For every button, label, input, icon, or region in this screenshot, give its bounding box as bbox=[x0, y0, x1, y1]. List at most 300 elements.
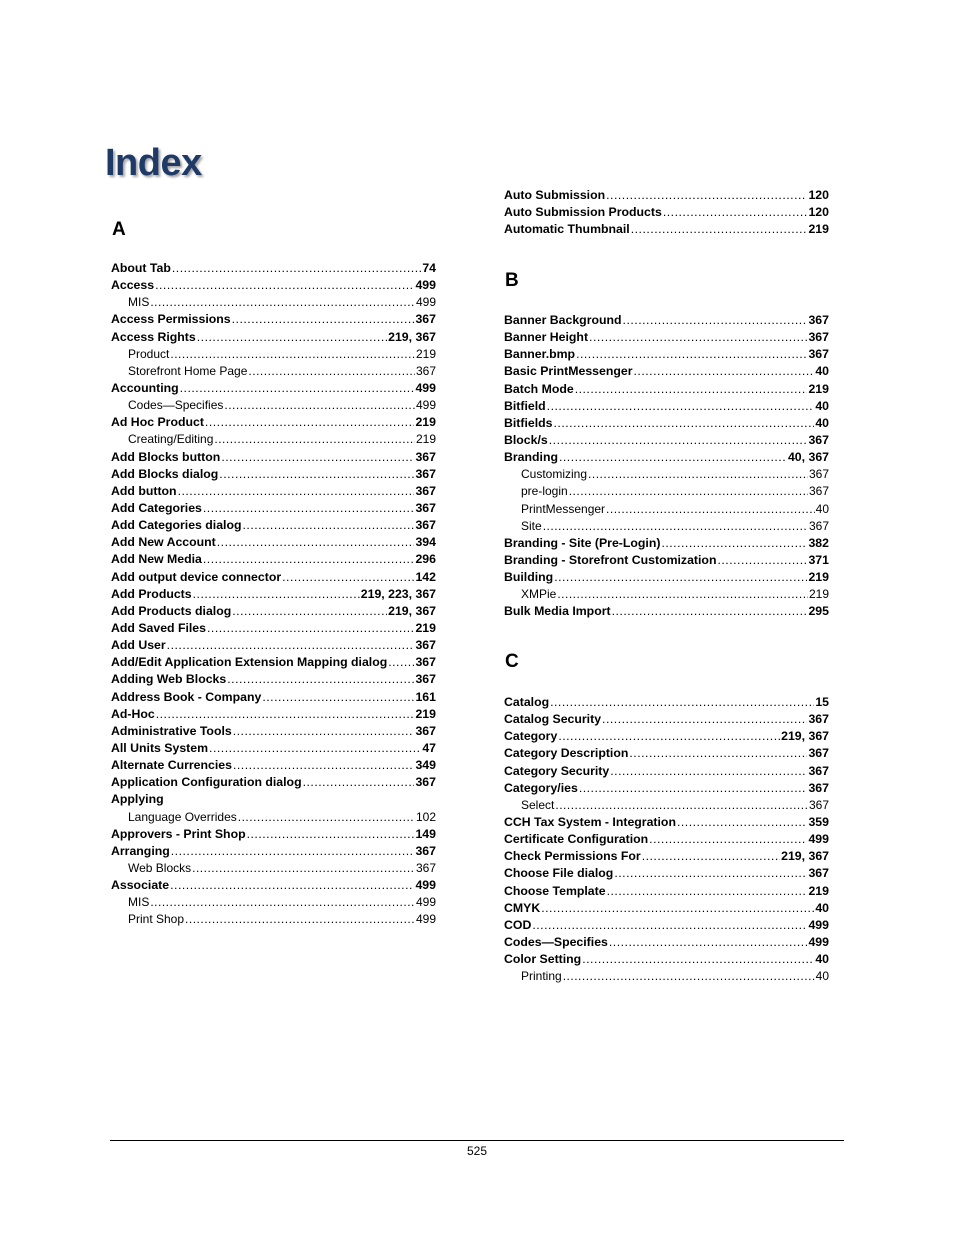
dot-leader bbox=[558, 728, 780, 745]
dot-leader bbox=[248, 363, 415, 380]
index-entry bbox=[504, 865, 829, 882]
entry-pages: 40 bbox=[815, 952, 829, 967]
dot-leader bbox=[549, 432, 808, 449]
dot-leader bbox=[193, 586, 360, 603]
entry-pages: 367 bbox=[808, 313, 829, 327]
entry-pages: 499 bbox=[415, 278, 436, 293]
entry-term: Certificate Configuration bbox=[504, 832, 649, 847]
entry-term: Add Categories bbox=[111, 500, 202, 515]
entry-term: Bulk Media Import bbox=[504, 604, 611, 619]
entry-pages: 219, 367 bbox=[388, 603, 436, 618]
index-subentry bbox=[504, 501, 829, 518]
entry-term: PrintMessenger bbox=[521, 501, 606, 516]
index-entry bbox=[111, 551, 436, 568]
entry-pages: 15 bbox=[815, 695, 829, 709]
entry-pages: 219, 367 bbox=[388, 329, 436, 344]
dot-leader bbox=[172, 260, 421, 277]
entry-term: Category bbox=[504, 729, 558, 744]
index-entry bbox=[111, 757, 436, 774]
index-entry bbox=[111, 620, 436, 637]
index-subentry bbox=[111, 346, 436, 363]
index-entry bbox=[111, 586, 436, 603]
entry-pages: 120 bbox=[808, 205, 829, 220]
index-entry bbox=[111, 826, 436, 843]
entry-pages: 367 bbox=[415, 363, 436, 378]
dot-leader bbox=[563, 968, 815, 985]
entry-pages: 161 bbox=[415, 689, 436, 704]
index-entry bbox=[111, 706, 436, 723]
entry-term: pre-login bbox=[521, 484, 568, 499]
index-entry bbox=[111, 774, 436, 791]
entry-term: Administrative Tools bbox=[111, 723, 232, 738]
entry-term: Add Blocks dialog bbox=[111, 466, 219, 481]
index-entry bbox=[111, 877, 436, 894]
index-section-c bbox=[504, 694, 829, 985]
dot-leader bbox=[232, 603, 387, 620]
index-entry bbox=[504, 569, 829, 586]
page-number: 525 bbox=[466, 1144, 488, 1158]
entry-pages: 219 bbox=[415, 346, 436, 361]
index-entry bbox=[504, 535, 829, 552]
entry-pages: 367 bbox=[415, 843, 436, 858]
entry-pages: 367 bbox=[808, 763, 829, 778]
entry-pages: 499 bbox=[415, 398, 436, 413]
dot-leader bbox=[171, 843, 415, 860]
entry-pages: 499 bbox=[808, 917, 829, 932]
entry-pages: 219 bbox=[808, 222, 829, 237]
dot-leader bbox=[642, 848, 780, 865]
index-entry bbox=[111, 569, 436, 586]
dot-leader bbox=[214, 431, 415, 448]
entry-pages: 40, 367 bbox=[787, 450, 829, 465]
entry-term: XMPie bbox=[521, 587, 557, 602]
dot-leader bbox=[550, 694, 814, 711]
entry-pages: 367 bbox=[808, 347, 829, 362]
dot-leader bbox=[547, 398, 815, 415]
index-entry bbox=[504, 398, 829, 415]
entry-pages: 219 bbox=[808, 883, 829, 898]
dot-leader bbox=[303, 774, 415, 791]
entry-term: Automatic Thumbnail bbox=[504, 222, 630, 237]
entry-term: Accounting bbox=[111, 380, 179, 395]
dot-leader bbox=[554, 415, 815, 432]
entry-term: Access Permissions bbox=[111, 312, 231, 327]
entry-pages: 219 bbox=[415, 415, 436, 430]
dot-leader bbox=[192, 860, 415, 877]
entry-pages: 367 bbox=[415, 518, 436, 533]
entry-pages: 219 bbox=[415, 706, 436, 721]
index-column-right bbox=[504, 187, 829, 238]
entry-term: Catalog bbox=[504, 695, 550, 709]
index-subentry bbox=[111, 294, 436, 311]
dot-leader bbox=[579, 780, 808, 797]
entry-term: Category/ies bbox=[504, 780, 578, 795]
entry-term: Bitfields bbox=[504, 415, 553, 430]
dot-leader bbox=[569, 483, 808, 500]
entry-pages: 367 bbox=[808, 712, 829, 727]
dot-leader bbox=[582, 951, 814, 968]
entry-term: Address Book - Company bbox=[111, 689, 262, 704]
dot-leader bbox=[282, 569, 414, 586]
dot-leader bbox=[205, 414, 415, 431]
entry-term: Alternate Currencies bbox=[111, 758, 232, 773]
index-entry bbox=[111, 329, 436, 346]
index-entry bbox=[111, 260, 436, 277]
entry-pages: 219 bbox=[415, 620, 436, 635]
index-subentry bbox=[111, 363, 436, 380]
entry-pages: 219 bbox=[808, 381, 829, 396]
dot-leader bbox=[663, 204, 808, 221]
entry-term: Add/Edit Application Extension Mapping dialog bbox=[111, 655, 388, 670]
entry-pages: 367 bbox=[415, 638, 436, 653]
index-entry bbox=[111, 740, 436, 757]
entry-pages: 367 bbox=[415, 466, 436, 481]
page-title: Index bbox=[105, 142, 202, 184]
index-entry bbox=[504, 951, 829, 968]
section-letter-a: A bbox=[112, 219, 126, 240]
entry-term: Add Products dialog bbox=[111, 603, 232, 618]
dot-leader bbox=[224, 397, 415, 414]
dot-leader bbox=[247, 826, 415, 843]
index-subentry bbox=[111, 809, 436, 826]
index-entry bbox=[111, 466, 436, 483]
entry-pages: 367 bbox=[808, 432, 829, 447]
entry-term: Codes—Specifies bbox=[504, 934, 608, 949]
index-entry bbox=[111, 654, 436, 671]
entry-term: MIS bbox=[128, 895, 150, 910]
index-subentry bbox=[504, 586, 829, 603]
dot-leader bbox=[606, 187, 807, 204]
dot-leader bbox=[661, 535, 807, 552]
entry-term: Basic PrintMessenger bbox=[504, 364, 633, 379]
entry-term: Add New Account bbox=[111, 535, 216, 550]
index-subentry bbox=[504, 968, 829, 985]
entry-pages: 367 bbox=[415, 483, 436, 498]
entry-pages: 367 bbox=[808, 797, 829, 812]
entry-pages: 219, 367 bbox=[781, 849, 829, 864]
index-entry bbox=[504, 780, 829, 797]
index-entry bbox=[504, 900, 829, 917]
entry-pages: 367 bbox=[415, 449, 436, 464]
dot-leader bbox=[557, 586, 808, 603]
entry-pages: 40 bbox=[815, 364, 829, 379]
index-entry bbox=[504, 848, 829, 865]
dot-leader bbox=[717, 552, 807, 569]
entry-pages: 499 bbox=[415, 912, 436, 927]
index-entry bbox=[504, 917, 829, 934]
entry-pages: 40 bbox=[815, 415, 829, 430]
dot-leader bbox=[607, 883, 808, 900]
index-entry bbox=[504, 312, 829, 329]
index-entry bbox=[504, 187, 829, 204]
entry-term: Auto Submission Products bbox=[504, 205, 662, 220]
dot-leader bbox=[197, 329, 387, 346]
dot-leader bbox=[170, 877, 414, 894]
dot-leader bbox=[623, 312, 808, 329]
entry-pages: 367 bbox=[415, 500, 436, 515]
dot-leader bbox=[167, 637, 415, 654]
index-entry bbox=[504, 432, 829, 449]
entry-term: Applying bbox=[111, 792, 164, 807]
dot-leader bbox=[185, 911, 415, 928]
entry-term: Add Saved Files bbox=[111, 620, 206, 635]
dot-leader bbox=[554, 569, 807, 586]
entry-pages: 394 bbox=[415, 535, 436, 550]
index-entry bbox=[111, 311, 436, 328]
entry-pages: 367 bbox=[415, 655, 436, 670]
entry-term: Creating/Editing bbox=[128, 432, 214, 447]
entry-pages: 47 bbox=[422, 740, 436, 755]
index-entry bbox=[111, 603, 436, 620]
entry-pages: 40 bbox=[815, 969, 829, 984]
index-entry bbox=[504, 603, 829, 620]
entry-term: Add output device connector bbox=[111, 569, 282, 584]
entry-term: Access bbox=[111, 278, 155, 293]
index-entry bbox=[504, 221, 829, 238]
entry-term: Banner Height bbox=[504, 330, 589, 345]
index-subentry bbox=[504, 466, 829, 483]
dot-leader bbox=[209, 740, 421, 757]
entry-term: Add Categories dialog bbox=[111, 518, 242, 533]
entry-pages: 367 bbox=[808, 518, 829, 533]
index-entry bbox=[111, 414, 436, 431]
entry-term: Storefront Home Page bbox=[128, 363, 248, 378]
entry-pages: 219, 367 bbox=[781, 729, 829, 744]
dot-leader bbox=[649, 831, 807, 848]
index-entry bbox=[504, 711, 829, 728]
entry-term: Add Products bbox=[111, 586, 192, 601]
index-entry bbox=[111, 500, 436, 517]
index-section-a-continued bbox=[504, 187, 829, 238]
entry-term: Associate bbox=[111, 878, 170, 893]
index-entry bbox=[111, 380, 436, 397]
index-subentry bbox=[504, 797, 829, 814]
entry-pages: 367 bbox=[808, 484, 829, 499]
index-subentry bbox=[504, 518, 829, 535]
entry-pages: 142 bbox=[415, 569, 436, 584]
entry-pages: 367 bbox=[808, 746, 829, 761]
entry-pages: 371 bbox=[808, 552, 829, 567]
entry-pages: 349 bbox=[415, 758, 436, 773]
entry-term: Add New Media bbox=[111, 552, 202, 567]
index-entry bbox=[504, 831, 829, 848]
entry-term: Color Setting bbox=[504, 952, 582, 967]
dot-leader bbox=[156, 706, 415, 723]
dot-leader bbox=[610, 763, 807, 780]
entry-term: Auto Submission bbox=[504, 188, 606, 202]
dot-leader bbox=[238, 809, 415, 826]
entry-pages: 149 bbox=[415, 826, 436, 841]
index-entry bbox=[111, 449, 436, 466]
entry-pages: 367 bbox=[808, 866, 829, 881]
dot-leader bbox=[532, 917, 807, 934]
dot-leader bbox=[612, 603, 808, 620]
footer-rule bbox=[110, 1140, 844, 1141]
entry-pages: 120 bbox=[808, 188, 829, 202]
dot-leader bbox=[602, 711, 807, 728]
entry-term: Add button bbox=[111, 483, 177, 498]
index-subentry bbox=[111, 894, 436, 911]
dot-leader bbox=[150, 294, 415, 311]
entry-pages: 219, 223, 367 bbox=[360, 586, 436, 601]
entry-pages: 296 bbox=[415, 552, 436, 567]
entry-term: Choose Template bbox=[504, 883, 606, 898]
entry-pages: 499 bbox=[808, 934, 829, 949]
entry-term: Catalog Security bbox=[504, 712, 602, 727]
index-entry bbox=[504, 329, 829, 346]
index-subentry bbox=[111, 397, 436, 414]
entry-term: Building bbox=[504, 570, 554, 585]
index-entry bbox=[504, 745, 829, 762]
dot-leader bbox=[203, 500, 415, 517]
dot-leader bbox=[227, 671, 414, 688]
entry-pages: 367 bbox=[808, 780, 829, 795]
entry-pages: 102 bbox=[415, 809, 436, 824]
dot-leader bbox=[217, 534, 415, 551]
entry-pages: 499 bbox=[415, 895, 436, 910]
dot-leader bbox=[178, 483, 415, 500]
dot-leader bbox=[575, 381, 808, 398]
entry-term: Ad-Hoc bbox=[111, 706, 155, 721]
index-entry bbox=[504, 883, 829, 900]
entry-pages: 367 bbox=[808, 467, 829, 482]
entry-term: Banner Background bbox=[504, 313, 622, 327]
entry-term: Customizing bbox=[521, 467, 588, 482]
dot-leader bbox=[203, 551, 415, 568]
entry-term: Access Rights bbox=[111, 329, 196, 344]
index-entry bbox=[504, 363, 829, 380]
entry-term: Branding - Site (Pre-Login) bbox=[504, 535, 661, 550]
entry-pages: 367 bbox=[415, 672, 436, 687]
dot-leader bbox=[232, 311, 415, 328]
section-letter-b: B bbox=[505, 270, 519, 291]
entry-term: Web Blocks bbox=[128, 860, 192, 875]
entry-term: Approvers - Print Shop bbox=[111, 826, 246, 841]
dot-leader bbox=[589, 329, 807, 346]
index-entry bbox=[111, 843, 436, 860]
dot-leader bbox=[233, 723, 415, 740]
dot-leader bbox=[629, 745, 807, 762]
entry-pages: 367 bbox=[415, 775, 436, 790]
dot-leader bbox=[180, 380, 415, 397]
entry-term: Branding bbox=[504, 450, 558, 465]
entry-term: Choose File dialog bbox=[504, 866, 614, 881]
entry-term: About Tab bbox=[111, 261, 171, 275]
entry-term: Select bbox=[521, 797, 555, 812]
entry-pages: 499 bbox=[808, 832, 829, 847]
dot-leader bbox=[388, 654, 414, 671]
section-letter-c: C bbox=[505, 651, 519, 672]
entry-term: All Units System bbox=[111, 740, 209, 755]
index-entry bbox=[504, 415, 829, 432]
entry-pages: 367 bbox=[415, 723, 436, 738]
dot-leader bbox=[262, 689, 414, 706]
index-subentry bbox=[111, 911, 436, 928]
index-subentry bbox=[504, 483, 829, 500]
index-entry bbox=[111, 791, 436, 808]
entry-pages: 367 bbox=[415, 312, 436, 327]
entry-pages: 499 bbox=[415, 295, 436, 310]
index-section-b bbox=[504, 312, 829, 621]
index-entry bbox=[504, 381, 829, 398]
index-entry bbox=[504, 814, 829, 831]
entry-pages: 40 bbox=[815, 501, 829, 516]
index-entry bbox=[111, 534, 436, 551]
entry-pages: 219 bbox=[808, 570, 829, 585]
index-entry bbox=[504, 552, 829, 569]
dot-leader bbox=[609, 934, 808, 951]
entry-pages: 367 bbox=[808, 330, 829, 345]
entry-pages: 219 bbox=[415, 432, 436, 447]
entry-pages: 74 bbox=[422, 261, 436, 275]
entry-term: Category Description bbox=[504, 746, 629, 761]
dot-leader bbox=[555, 797, 808, 814]
index-entry bbox=[111, 277, 436, 294]
dot-leader bbox=[150, 894, 415, 911]
index-entry bbox=[504, 728, 829, 745]
entry-pages: 499 bbox=[415, 380, 436, 395]
entry-term: Block/s bbox=[504, 432, 548, 447]
index-entry bbox=[504, 934, 829, 951]
index-entry bbox=[504, 449, 829, 466]
entry-pages: 40 bbox=[815, 398, 829, 413]
index-entry bbox=[111, 671, 436, 688]
index-entry bbox=[111, 689, 436, 706]
dot-leader bbox=[677, 814, 808, 831]
entry-term: Arranging bbox=[111, 843, 170, 858]
entry-pages: 382 bbox=[808, 535, 829, 550]
index-entry bbox=[504, 694, 829, 711]
entry-term: Check Permissions For bbox=[504, 849, 641, 864]
dot-leader bbox=[243, 517, 415, 534]
entry-term: Add Blocks button bbox=[111, 449, 221, 464]
entry-pages: 295 bbox=[808, 604, 829, 619]
dot-leader bbox=[219, 466, 414, 483]
entry-term: Language Overrides bbox=[128, 809, 237, 824]
entry-term: Batch Mode bbox=[504, 381, 574, 396]
dot-leader bbox=[606, 501, 815, 518]
index-entry bbox=[504, 763, 829, 780]
dot-leader bbox=[634, 363, 815, 380]
entry-term: Product bbox=[128, 346, 170, 361]
entry-pages: 40 bbox=[815, 900, 829, 915]
dot-leader bbox=[221, 449, 414, 466]
index-subentry bbox=[111, 431, 436, 448]
dot-leader bbox=[170, 346, 415, 363]
entry-term: Codes—Specifies bbox=[128, 398, 224, 413]
index-entry bbox=[111, 637, 436, 654]
dot-leader bbox=[631, 221, 808, 238]
index-entry bbox=[111, 723, 436, 740]
entry-term: Category Security bbox=[504, 763, 610, 778]
index-column-left bbox=[111, 260, 436, 928]
dot-leader bbox=[207, 620, 414, 637]
dot-leader bbox=[155, 277, 414, 294]
entry-term: Branding - Storefront Customization bbox=[504, 552, 717, 567]
entry-term: MIS bbox=[128, 295, 150, 310]
dot-leader bbox=[588, 466, 808, 483]
entry-term: Banner.bmp bbox=[504, 347, 576, 362]
entry-term: Adding Web Blocks bbox=[111, 672, 227, 687]
index-subentry bbox=[111, 860, 436, 877]
entry-pages: 219 bbox=[808, 587, 829, 602]
dot-leader bbox=[233, 757, 415, 774]
entry-term: Printing bbox=[521, 969, 562, 984]
entry-pages: 359 bbox=[808, 814, 829, 829]
dot-leader bbox=[543, 518, 808, 535]
entry-term: Ad Hoc Product bbox=[111, 415, 204, 430]
entry-term: Print Shop bbox=[128, 912, 185, 927]
